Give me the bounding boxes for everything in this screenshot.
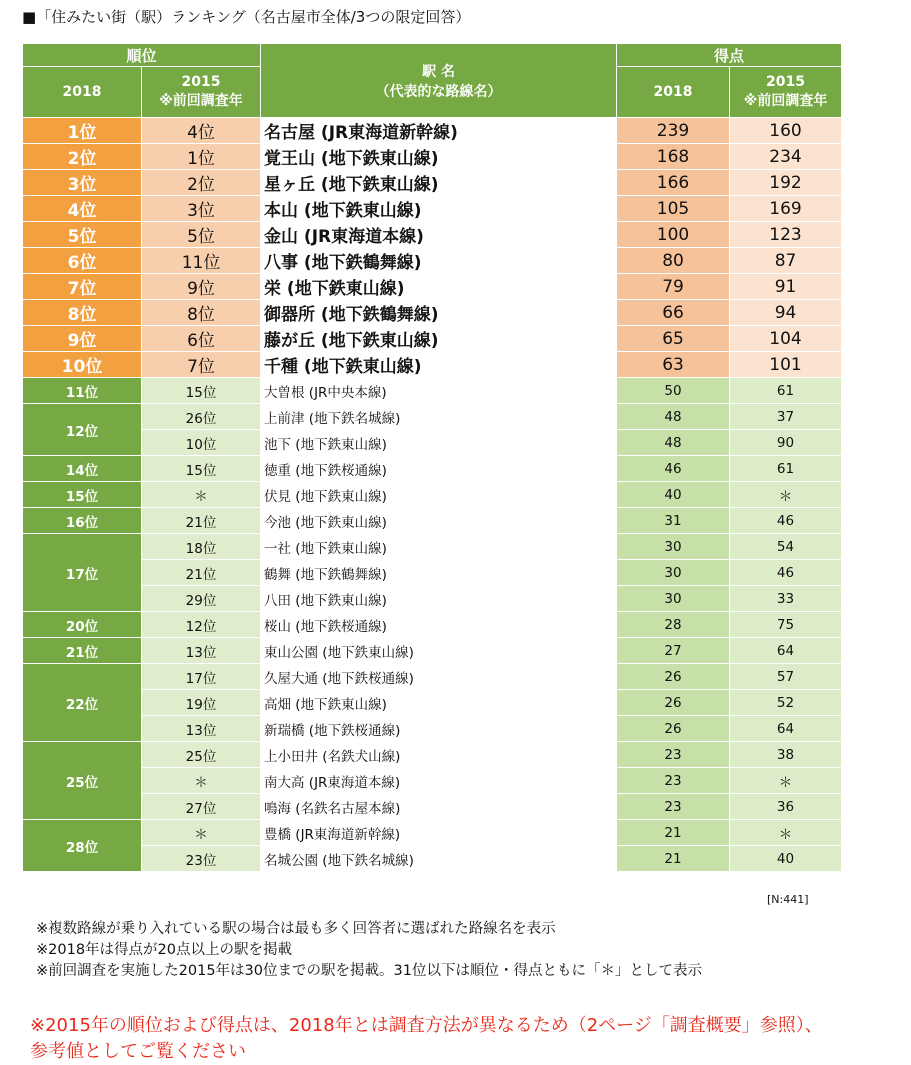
station-name: 久屋大通 (地下鉄桜通線) [261, 664, 617, 690]
rank-2015: 13位 [142, 716, 261, 742]
score-2018: 48 [617, 404, 730, 430]
rank-2018: 25位 [23, 742, 142, 820]
rank-2015: 6位 [142, 326, 261, 352]
station-name: 本山 (地下鉄東山線) [261, 196, 617, 222]
rank-2018: 10位 [23, 352, 142, 378]
table-row [23, 482, 842, 508]
station-name: 高畑 (地下鉄東山線) [261, 690, 617, 716]
score-2015: 46 [730, 560, 842, 586]
rank-2018: 11位 [23, 378, 142, 404]
table-row [23, 430, 842, 456]
rank-2018: 14位 [23, 456, 142, 482]
rank-2015: 21位 [142, 560, 261, 586]
station-name: 今池 (地下鉄東山線) [261, 508, 617, 534]
score-2018: 30 [617, 586, 730, 612]
score-2018: 105 [617, 196, 730, 222]
score-2015: 61 [730, 456, 842, 482]
score-2018: 48 [617, 430, 730, 456]
station-name: 栄 (地下鉄東山線) [261, 274, 617, 300]
score-2018: 26 [617, 690, 730, 716]
header-rank: 順位 [23, 44, 261, 67]
score-2018: 30 [617, 560, 730, 586]
station-name: 徳重 (地下鉄桜通線) [261, 456, 617, 482]
rank-2015: 27位 [142, 794, 261, 820]
rank-2018: 16位 [23, 508, 142, 534]
score-2015: 75 [730, 612, 842, 638]
score-2015: 36 [730, 794, 842, 820]
station-name: 藤が丘 (地下鉄東山線) [261, 326, 617, 352]
score-2018: 23 [617, 742, 730, 768]
rank-2018: 12位 [23, 404, 142, 456]
rank-2015: 12位 [142, 612, 261, 638]
rank-2015: 25位 [142, 742, 261, 768]
station-name: 千種 (地下鉄東山線) [261, 352, 617, 378]
station-name: 八田 (地下鉄東山線) [261, 586, 617, 612]
header-score-2015 [730, 67, 842, 118]
table-row [23, 300, 842, 326]
rank-2015: 9位 [142, 274, 261, 300]
score-2018: 100 [617, 222, 730, 248]
table-row [23, 690, 842, 716]
rank-2018: 4位 [23, 196, 142, 222]
station-name: 金山 (JR東海道本線) [261, 222, 617, 248]
score-2018: 168 [617, 144, 730, 170]
rank-2018: 8位 [23, 300, 142, 326]
score-2018: 166 [617, 170, 730, 196]
rank-2015: 11位 [142, 248, 261, 274]
score-2015: 64 [730, 716, 842, 742]
score-2015: 90 [730, 430, 842, 456]
station-name: 御器所 (地下鉄鶴舞線) [261, 300, 617, 326]
header-station [261, 44, 617, 118]
rank-2015: ＊ [142, 768, 261, 794]
header-rank-2015 [142, 67, 261, 118]
rank-2015: 1位 [142, 144, 261, 170]
score-2015: 57 [730, 664, 842, 690]
score-2015: 123 [730, 222, 842, 248]
rank-2018: 28位 [23, 820, 142, 872]
score-2018: 27 [617, 638, 730, 664]
station-name: 桜山 (地下鉄桜通線) [261, 612, 617, 638]
score-2015: 37 [730, 404, 842, 430]
score-2015: 38 [730, 742, 842, 768]
table-row [23, 274, 842, 300]
score-2015: 46 [730, 508, 842, 534]
score-2015: 234 [730, 144, 842, 170]
table-row [23, 820, 842, 846]
table-row [23, 196, 842, 222]
score-2018: 50 [617, 378, 730, 404]
score-2018: 21 [617, 846, 730, 872]
table-row [23, 586, 842, 612]
rank-2015: 19位 [142, 690, 261, 716]
ranking-body [23, 118, 842, 872]
rank-2015: 2位 [142, 170, 261, 196]
footnote: ※複数路線が乗り入れている駅の場合は最も多く回答者に選ばれた路線名を表示 [36, 921, 556, 937]
warning-note [30, 1013, 823, 1065]
rank-2015: 15位 [142, 456, 261, 482]
rank-2015: ＊ [142, 482, 261, 508]
station-name: 名古屋 (JR東海道新幹線) [261, 118, 617, 144]
rank-2018: 9位 [23, 326, 142, 352]
score-2015: 104 [730, 326, 842, 352]
table-row [23, 612, 842, 638]
rank-2018: 21位 [23, 638, 142, 664]
rank-2015: 5位 [142, 222, 261, 248]
score-2018: 65 [617, 326, 730, 352]
table-row [23, 326, 842, 352]
score-2015: 40 [730, 846, 842, 872]
score-2015: 52 [730, 690, 842, 716]
station-name: 伏見 (地下鉄東山線) [261, 482, 617, 508]
score-2018: 21 [617, 820, 730, 846]
rank-2018: 1位 [23, 118, 142, 144]
score-2018: 79 [617, 274, 730, 300]
rank-2018: 7位 [23, 274, 142, 300]
score-2015: 192 [730, 170, 842, 196]
rank-2018: 22位 [23, 664, 142, 742]
rank-2015: 4位 [142, 118, 261, 144]
ranking-table [22, 43, 842, 872]
score-2015: 101 [730, 352, 842, 378]
rank-2015: 23位 [142, 846, 261, 872]
table-row [23, 222, 842, 248]
station-name: 豊橋 (JR東海道新幹線) [261, 820, 617, 846]
table-row [23, 456, 842, 482]
score-2018: 26 [617, 664, 730, 690]
station-name: 鶴舞 (地下鉄鶴舞線) [261, 560, 617, 586]
table-row [23, 716, 842, 742]
station-name: 鳴海 (名鉄名古屋本線) [261, 794, 617, 820]
header-score: 得点 [617, 44, 842, 67]
station-name: 一社 (地下鉄東山線) [261, 534, 617, 560]
station-name: 星ヶ丘 (地下鉄東山線) [261, 170, 617, 196]
header-rank-2015-note: ※前回調査年 [159, 93, 243, 109]
rank-2018: 2位 [23, 144, 142, 170]
table-row [23, 794, 842, 820]
score-2018: 23 [617, 768, 730, 794]
table-row [23, 170, 842, 196]
score-2015: ＊ [730, 482, 842, 508]
score-2015: 94 [730, 300, 842, 326]
score-2015: ＊ [730, 820, 842, 846]
header-station-sub: （代表的な路線名） [375, 83, 502, 100]
score-2018: 80 [617, 248, 730, 274]
table-row [23, 144, 842, 170]
score-2015: 64 [730, 638, 842, 664]
header-station-title: 駅 名 [422, 63, 455, 80]
table-row [23, 560, 842, 586]
table-row [23, 768, 842, 794]
warning-line: ※2015年の順位および得点は、2018年とは調査方法が異なるため（2ページ「調査概要」参照）、 [30, 1015, 823, 1036]
header-rank-2015-year: 2015 [181, 74, 221, 90]
rank-2018: 3位 [23, 170, 142, 196]
header-score-2015-note: ※前回調査年 [743, 93, 828, 109]
footnote: ※2018年は得点が20点以上の駅を掲載 [36, 942, 293, 958]
table-row [23, 508, 842, 534]
score-2015: 33 [730, 586, 842, 612]
score-2018: 40 [617, 482, 730, 508]
rank-2015: 21位 [142, 508, 261, 534]
rank-2018: 17位 [23, 534, 142, 612]
score-2015: ＊ [730, 768, 842, 794]
rank-2015: 7位 [142, 352, 261, 378]
sample-size: [N:441] [767, 893, 809, 906]
rank-2018: 15位 [23, 482, 142, 508]
rank-2018: 6位 [23, 248, 142, 274]
station-name: 名城公園 (地下鉄名城線) [261, 846, 617, 872]
score-2018: 26 [617, 716, 730, 742]
score-2015: 169 [730, 196, 842, 222]
table-row [23, 638, 842, 664]
table-row [23, 846, 842, 872]
table-row [23, 404, 842, 430]
page-title: ■「住みたい街（駅）ランキング（名古屋市全体/3つの限定回答） [22, 8, 471, 26]
score-2018: 31 [617, 508, 730, 534]
rank-2015: 10位 [142, 430, 261, 456]
station-name: 八事 (地下鉄鶴舞線) [261, 248, 617, 274]
table-row [23, 378, 842, 404]
table-row [23, 664, 842, 690]
rank-2015: 8位 [142, 300, 261, 326]
score-2015: 91 [730, 274, 842, 300]
score-2018: 28 [617, 612, 730, 638]
rank-2015: 17位 [142, 664, 261, 690]
rank-2015: ＊ [142, 820, 261, 846]
station-name: 東山公園 (地下鉄東山線) [261, 638, 617, 664]
station-name: 新瑞橋 (地下鉄桜通線) [261, 716, 617, 742]
station-name: 上小田井 (名鉄犬山線) [261, 742, 617, 768]
table-row [23, 248, 842, 274]
header-score-2018: 2018 [617, 67, 730, 118]
score-2018: 30 [617, 534, 730, 560]
score-2015: 61 [730, 378, 842, 404]
table-row [23, 742, 842, 768]
footnote: ※前回調査を実施した2015年は30位までの駅を掲載。31位以下は順位・得点ともに「＊」として表示 [36, 963, 702, 979]
score-2015: 87 [730, 248, 842, 274]
table-row [23, 118, 842, 144]
rank-2015: 29位 [142, 586, 261, 612]
score-2018: 23 [617, 794, 730, 820]
footnotes [36, 919, 702, 982]
header-rank-2018: 2018 [23, 67, 142, 118]
station-name: 上前津 (地下鉄名城線) [261, 404, 617, 430]
warning-line: 参考値としてご覧ください [30, 1041, 246, 1062]
rank-2015: 15位 [142, 378, 261, 404]
score-2018: 239 [617, 118, 730, 144]
table-row [23, 352, 842, 378]
rank-2015: 18位 [142, 534, 261, 560]
rank-2015: 26位 [142, 404, 261, 430]
score-2018: 66 [617, 300, 730, 326]
station-name: 覚王山 (地下鉄東山線) [261, 144, 617, 170]
score-2015: 54 [730, 534, 842, 560]
score-2018: 46 [617, 456, 730, 482]
rank-2015: 3位 [142, 196, 261, 222]
station-name: 池下 (地下鉄東山線) [261, 430, 617, 456]
score-2015: 160 [730, 118, 842, 144]
header-score-2015-year: 2015 [766, 74, 805, 90]
station-name: 大曽根 (JR中央本線) [261, 378, 617, 404]
rank-2018: 20位 [23, 612, 142, 638]
rank-2018: 5位 [23, 222, 142, 248]
rank-2015: 13位 [142, 638, 261, 664]
score-2018: 63 [617, 352, 730, 378]
station-name: 南大高 (JR東海道本線) [261, 768, 617, 794]
table-row [23, 534, 842, 560]
